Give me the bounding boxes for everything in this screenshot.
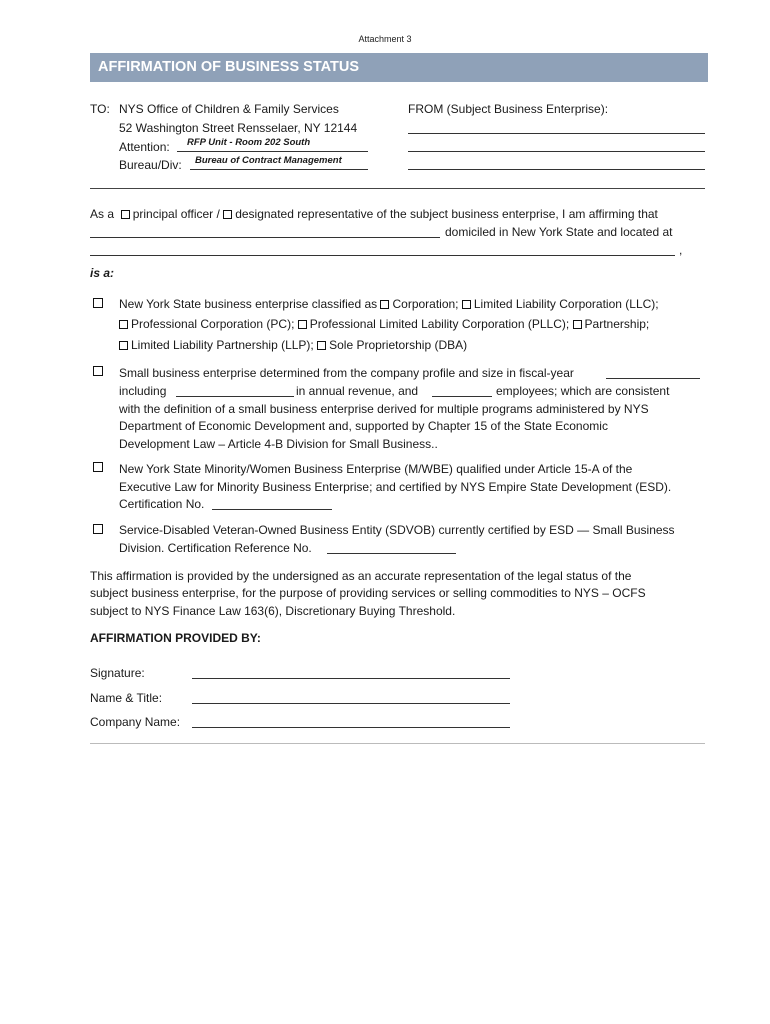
to-org: NYS Office of Children & Family Services	[119, 102, 339, 116]
attachment-label: Attachment 3	[358, 34, 412, 44]
nys-business-checkbox[interactable]	[93, 298, 103, 308]
small-business-line-5: Development Law – Article 4-B Division for Small Business..	[119, 437, 438, 451]
llc-checkbox[interactable]	[462, 300, 471, 309]
fiscal-year-field[interactable]	[606, 378, 700, 379]
small-business-checkbox[interactable]	[93, 366, 103, 376]
closing-line-3: subject to NYS Finance Law 163(6), Discretionary Buying Threshold.	[90, 604, 456, 618]
sdvob-checkbox[interactable]	[93, 524, 103, 534]
bureau-label: Bureau/Div:	[119, 158, 182, 172]
closing-line-2: subject business enterprise, for the purpose of providing services or selling commodities to NYS – OCFS	[90, 586, 646, 600]
from-label: FROM (Subject Business Enterprise):	[408, 102, 609, 116]
dba-checkbox[interactable]	[317, 341, 326, 350]
as-a-text: As a	[90, 207, 115, 221]
dba-label: Sole Proprietorship (DBA)	[329, 338, 468, 352]
attention-value: RFP Unit - Room 202 South	[187, 137, 311, 148]
llp-checkbox[interactable]	[119, 341, 128, 350]
attention-field[interactable]	[177, 137, 368, 152]
name-title-field[interactable]	[192, 703, 510, 704]
designated-rep-checkbox[interactable]	[223, 210, 232, 219]
is-a-text: is a:	[90, 266, 115, 280]
signature-label: Signature:	[90, 666, 145, 680]
corporation-checkbox[interactable]	[380, 300, 389, 309]
from-line-1[interactable]	[408, 133, 705, 134]
sdvob-reference-field[interactable]	[327, 553, 456, 554]
from-line-2[interactable]	[408, 151, 705, 152]
sdvob-line-1: Service-Disabled Veteran-Owned Business Entity (SDVOB) currently certified by ESD — Small Business	[119, 523, 675, 537]
signature-field[interactable]	[192, 678, 510, 679]
nys-business-text: New York State business enterprise classified as	[119, 297, 378, 311]
pllc-label: Professional Limited Lability Corporation (PLLC);	[309, 317, 570, 331]
divider	[90, 188, 705, 189]
from-line-3[interactable]	[408, 169, 705, 170]
affirmation-heading: AFFIRMATION PROVIDED BY:	[90, 631, 261, 645]
designated-rep-label: designated representative of the subject business enterprise, I am affirming that	[235, 207, 658, 221]
small-business-line-2b: in annual revenue, and	[296, 384, 419, 398]
to-address: 52 Washington Street Rensselaer, NY 12144	[119, 121, 358, 135]
location-field[interactable]	[90, 255, 675, 256]
comma-text: ,	[679, 243, 683, 257]
small-business-line-4: Department of Economic Development and, supported by Chapter 15 of the State Economic	[119, 419, 608, 433]
employees-field[interactable]	[432, 396, 492, 397]
enterprise-name-field[interactable]	[90, 237, 440, 238]
pc-label: Professional Corporation (PC);	[131, 317, 295, 331]
mwbe-line-1: New York State Minority/Women Business Enterprise (M/WBE) qualified under Article 15-A of the	[119, 462, 633, 476]
nys-business-line-2	[119, 316, 649, 333]
attention-label: Attention:	[119, 140, 170, 154]
to-label: TO:	[90, 102, 110, 116]
name-title-label: Name & Title:	[90, 691, 163, 705]
small-business-line-2a: including	[119, 384, 167, 398]
mwbe-line-2: Executive Law for Minority Business Enterprise; and certified by NYS Empire State Development (ESD).	[119, 480, 672, 494]
domiciled-text: domiciled in New York State and located at	[445, 225, 673, 239]
bureau-value: Bureau of Contract Management	[195, 155, 342, 166]
company-name-label: Company Name:	[90, 715, 181, 729]
bureau-field[interactable]	[190, 155, 368, 170]
closing-line-1: This affirmation is provided by the undersigned as an accurate representation of the legal status of the	[90, 569, 632, 583]
partnership-label: Partnership;	[584, 317, 650, 331]
revenue-field[interactable]	[176, 396, 294, 397]
intro-line-1	[90, 206, 658, 223]
pc-checkbox[interactable]	[119, 320, 128, 329]
llp-label: Limited Liability Partnership (LLP);	[131, 338, 314, 352]
corporation-label: Corporation;	[392, 297, 459, 311]
footer-divider	[90, 743, 705, 744]
small-business-line-3: with the definition of a small business enterprise derived for multiple programs administered by NYS	[119, 402, 649, 416]
principal-officer-label: principal officer /	[132, 207, 220, 221]
partnership-checkbox[interactable]	[573, 320, 582, 329]
sdvob-line-2: Division. Certification Reference No.	[119, 541, 312, 555]
title-bar	[90, 53, 708, 82]
mwbe-checkbox[interactable]	[93, 462, 103, 472]
nys-business-line-1	[119, 296, 659, 313]
page-title: AFFIRMATION OF BUSINESS STATUS	[98, 59, 359, 75]
nys-business-line-3	[119, 337, 467, 354]
pllc-checkbox[interactable]	[298, 320, 307, 329]
company-name-field[interactable]	[192, 727, 510, 728]
small-business-line-2c: employees; which are consistent	[496, 384, 670, 398]
mwbe-line-3: Certification No.	[119, 497, 205, 511]
principal-officer-checkbox[interactable]	[121, 210, 130, 219]
small-business-line-1: Small business enterprise determined from the company profile and size in fiscal-year	[119, 366, 574, 380]
llc-label: Limited Liability Corporation (LLC);	[473, 297, 659, 311]
mwbe-certification-field[interactable]	[212, 509, 332, 510]
